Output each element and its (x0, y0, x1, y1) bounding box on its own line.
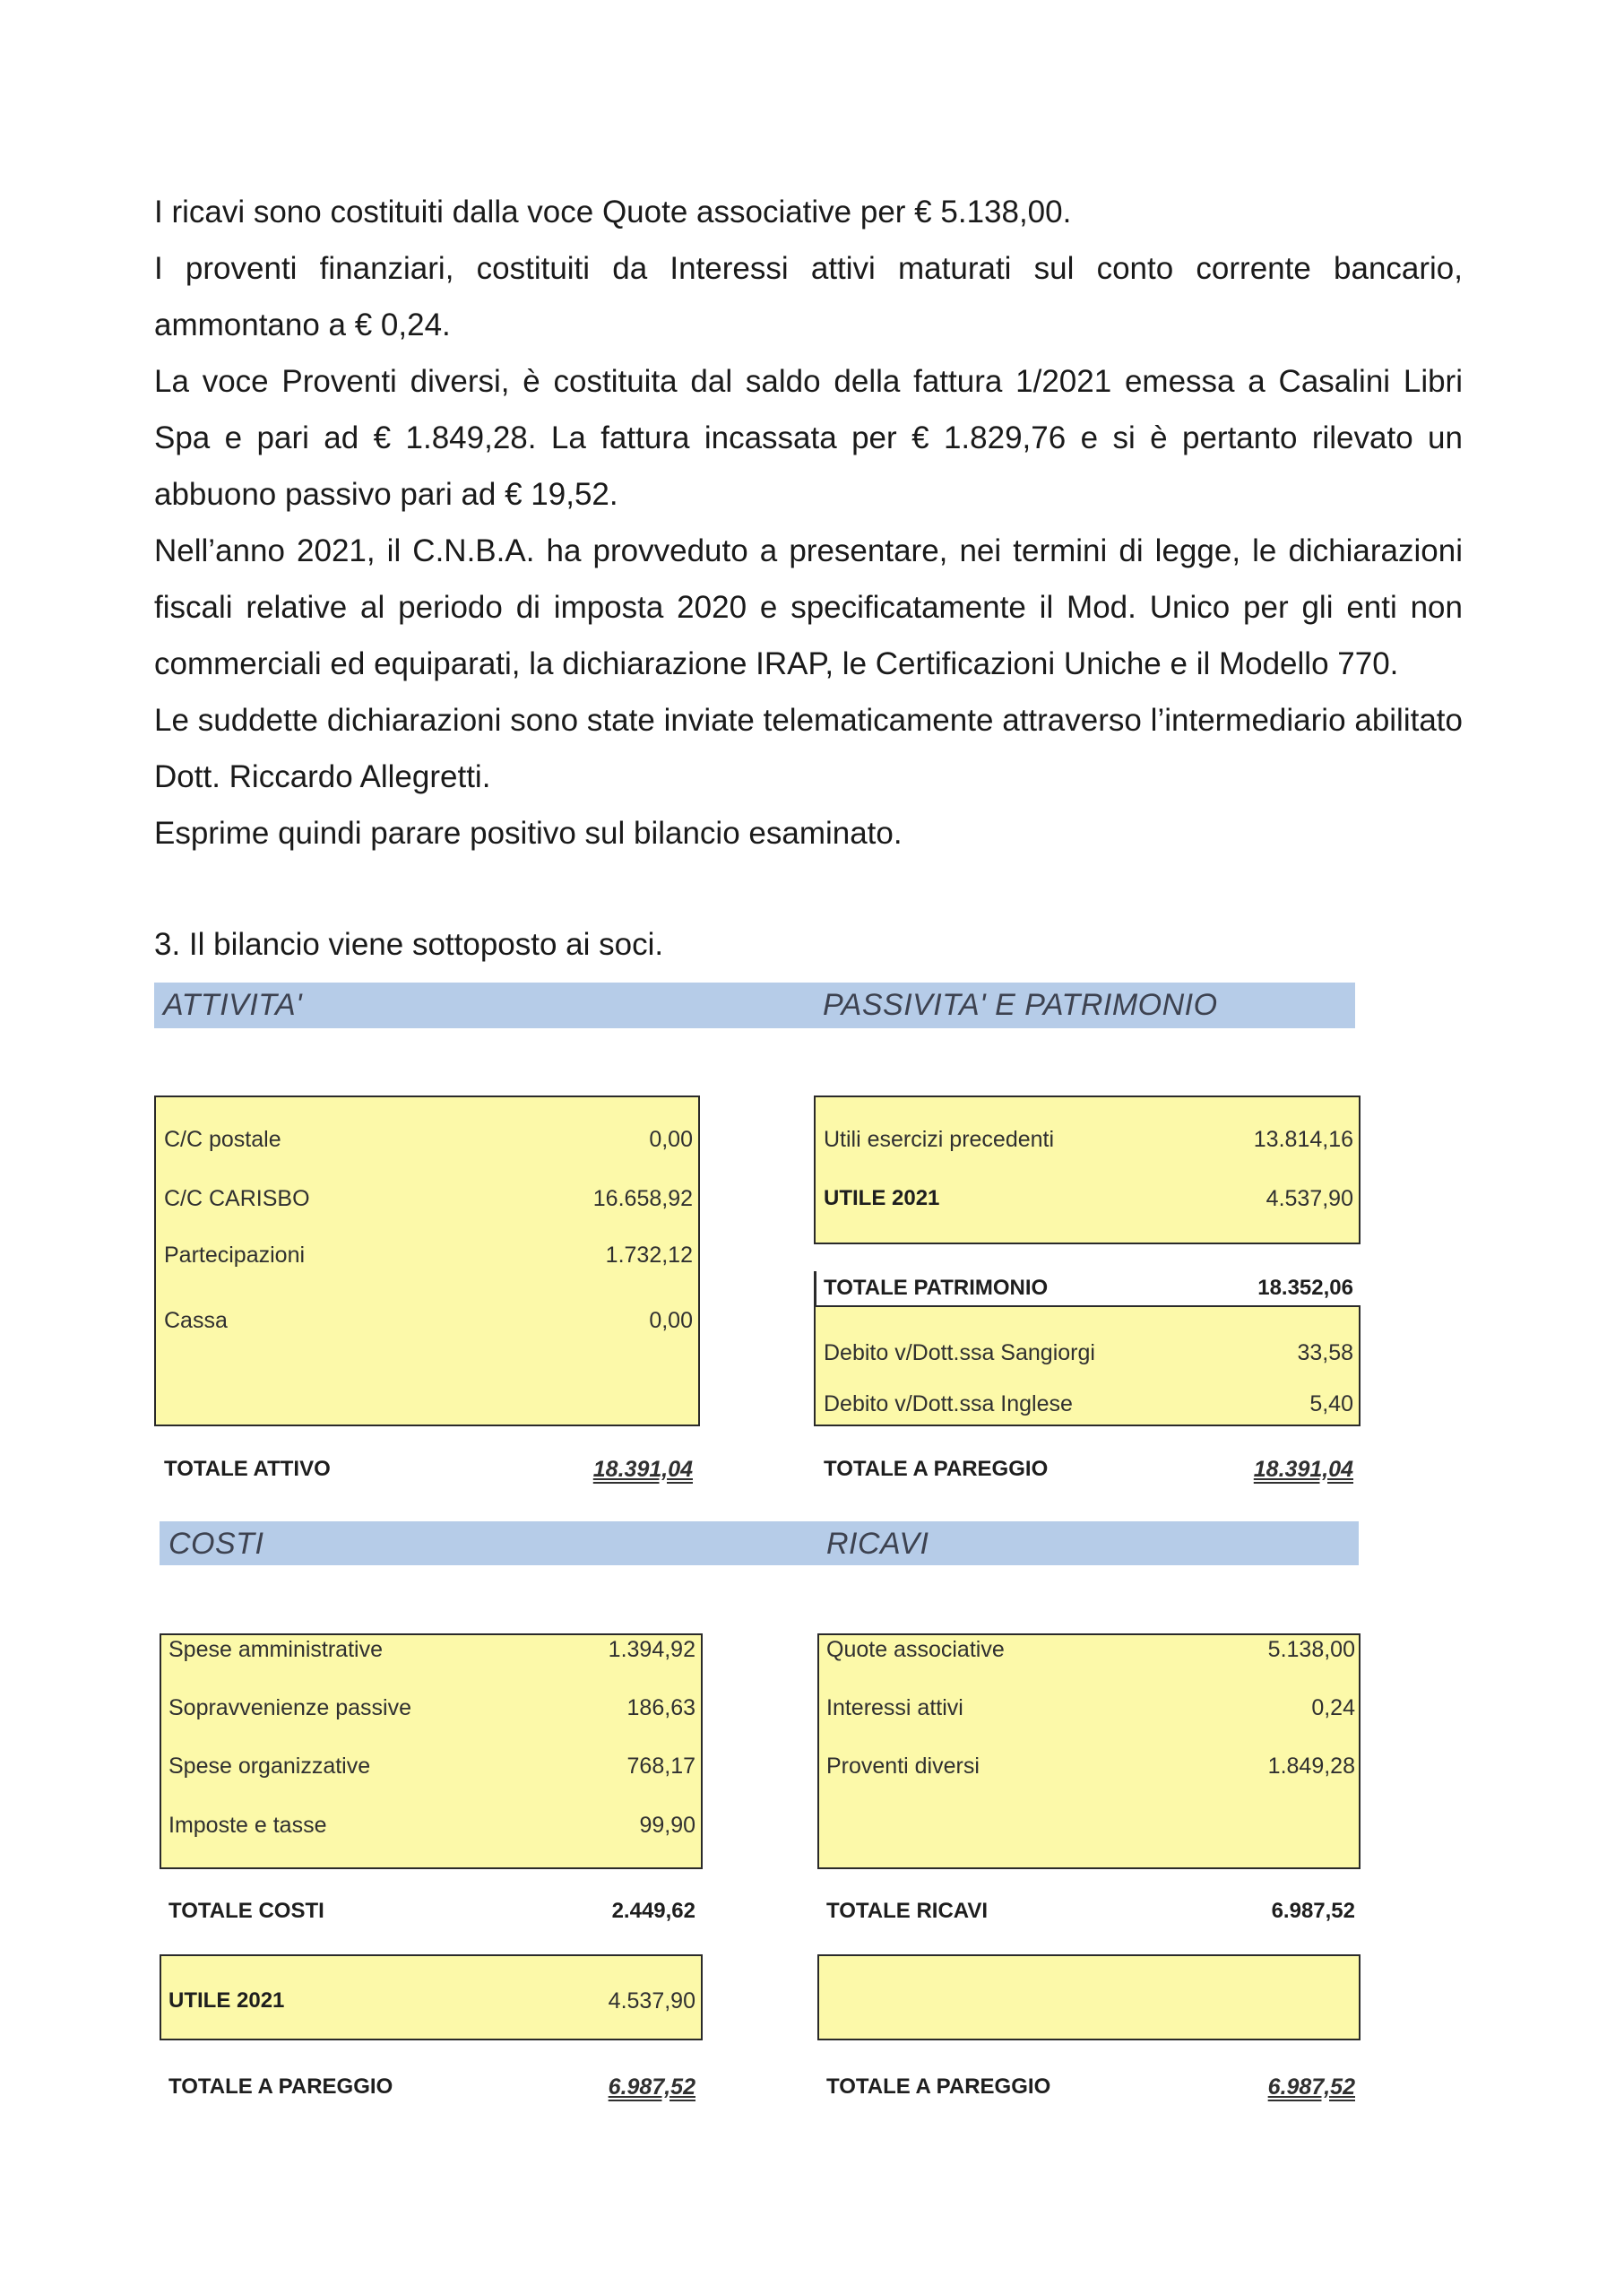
patrimonio-label-utile-2021: UTILE 2021 (824, 1186, 940, 1210)
totale-patrimonio-left-tick (814, 1271, 816, 1305)
debito-value-inglese: 5,40 (1309, 1391, 1353, 1416)
attivita-label-cc-carisbo: C/C CARISBO (164, 1186, 310, 1211)
totale-patrimonio-value: 18.352,06 (1257, 1276, 1353, 1300)
costi-label-spese-organizzative: Spese organizzative (168, 1754, 371, 1779)
debito-value-sangiorgi: 33,58 (1297, 1340, 1353, 1365)
totale-pareggio-ricavi-label: TOTALE A PAREGGIO (826, 2074, 1051, 2099)
costi-label-sopravvenienze: Sopravvenienze passive (168, 1695, 411, 1720)
attivita-label-cassa: Cassa (164, 1308, 228, 1333)
header-passivita-patrimonio: PASSIVITA' E PATRIMONIO (823, 988, 1218, 1022)
debito-label-sangiorgi: Debito v/Dott.ssa Sangiorgi (824, 1340, 1095, 1365)
totale-patrimonio-label: TOTALE PATRIMONIO (824, 1276, 1049, 1300)
totale-costi-label: TOTALE COSTI (168, 1899, 324, 1923)
ricavi-label-interessi-attivi: Interessi attivi (826, 1695, 963, 1720)
body-text (154, 184, 1463, 862)
ricavi-empty-box (817, 1954, 1361, 2040)
attivita-value-cc-postale: 0,00 (649, 1127, 693, 1152)
attivita-label-partecipazioni: Partecipazioni (164, 1243, 306, 1268)
totale-costi-value: 2.449,62 (611, 1899, 695, 1923)
totale-pareggio-ricavi-value: 6.987,52 (1267, 2074, 1355, 2100)
paragraph-proventi-diversi: La voce Proventi diversi, è costituita dal saldo della fattura 1/2021 emessa a Casalini Libri Spa e pari ad € 1.849,28. La fattura incassata per € 1.829,76 e si è pertanto rilevato un abbuono passivo pari ad € 19,52. (154, 364, 1463, 512)
totale-pareggio-sp-label: TOTALE A PAREGGIO (824, 1457, 1049, 1481)
costi-value-spese-organizzative: 768,17 (626, 1754, 695, 1779)
attivita-label-cc-postale: C/C postale (164, 1127, 281, 1152)
totale-attivo-value: 18.391,04 (592, 1457, 693, 1482)
ricavi-box (817, 1633, 1361, 1869)
ricavi-label-quote-associative: Quote associative (826, 1637, 1005, 1662)
attivita-value-cc-carisbo: 16.658,92 (592, 1186, 693, 1211)
utile-2021-label: UTILE 2021 (168, 1988, 285, 2013)
totale-ricavi-value: 6.987,52 (1271, 1899, 1355, 1923)
ricavi-value-quote-associative: 5.138,00 (1267, 1637, 1355, 1662)
paragraph-intermediario: Le suddette dichiarazioni sono state inviate telematicamente attraverso l’intermediario abilitato Dott. Riccardo Allegretti. (154, 703, 1463, 794)
costi-value-spese-amministrative: 1.394,92 (608, 1637, 695, 1662)
paragraph-proventi-finanziari: I proventi finanziari, costituiti da Interessi attivi maturati sul conto corrente bancario, ammontano a € 0,24. (154, 251, 1463, 342)
debito-label-inglese: Debito v/Dott.ssa Inglese (824, 1391, 1073, 1416)
costi-label-spese-amministrative: Spese amministrative (168, 1637, 383, 1662)
item-3-heading: 3. Il bilancio viene sottoposto ai soci. (154, 927, 664, 962)
totale-ricavi-label: TOTALE RICAVI (826, 1899, 988, 1923)
paragraph-ricavi: I ricavi sono costituiti dalla voce Quote associative per € 5.138,00. (154, 195, 1072, 230)
paragraph-parere: Esprime quindi parare positivo sul bilancio esaminato. (154, 816, 903, 851)
totale-pareggio-sp-value: 18.391,04 (1253, 1457, 1353, 1482)
attivita-value-partecipazioni: 1.732,12 (605, 1243, 693, 1268)
header-attivita: ATTIVITA' (163, 988, 303, 1022)
patrimonio-box (814, 1096, 1361, 1244)
utile-2021-value: 4.537,90 (608, 1988, 695, 2014)
paragraph-dichiarazioni: Nell’anno 2021, il C.N.B.A. ha provveduto a presentare, nei termini di legge, le dichiarazioni fiscali relative al periodo di imposta 2020 e specificatamente il Mod. Unico per gli enti non commerciali ed equiparati, la dichiarazione IRAP, le Certificazioni Uniche e il Modello 770. (154, 533, 1463, 681)
patrimonio-value-utili-precedenti: 13.814,16 (1253, 1127, 1353, 1152)
costi-value-imposte-tasse: 99,90 (639, 1813, 695, 1838)
patrimonio-value-utile-2021: 4.537,90 (1266, 1186, 1353, 1211)
header-band-costi-ricavi (160, 1521, 1359, 1565)
costi-label-imposte-tasse: Imposte e tasse (168, 1813, 327, 1838)
ricavi-label-proventi-diversi: Proventi diversi (826, 1754, 980, 1779)
patrimonio-label-utili-precedenti: Utili esercizi precedenti (824, 1127, 1055, 1152)
totale-pareggio-costi-value: 6.987,52 (608, 2074, 695, 2100)
totale-pareggio-costi-label: TOTALE A PAREGGIO (168, 2074, 393, 2099)
attivita-value-cassa: 0,00 (649, 1308, 693, 1333)
totale-attivo-label: TOTALE ATTIVO (164, 1457, 331, 1481)
header-ricavi: RICAVI (826, 1527, 929, 1561)
ricavi-value-interessi-attivi: 0,24 (1311, 1695, 1355, 1720)
ricavi-value-proventi-diversi: 1.849,28 (1267, 1754, 1355, 1779)
header-costi: COSTI (168, 1527, 264, 1561)
costi-value-sopravvenienze: 186,63 (626, 1695, 695, 1720)
